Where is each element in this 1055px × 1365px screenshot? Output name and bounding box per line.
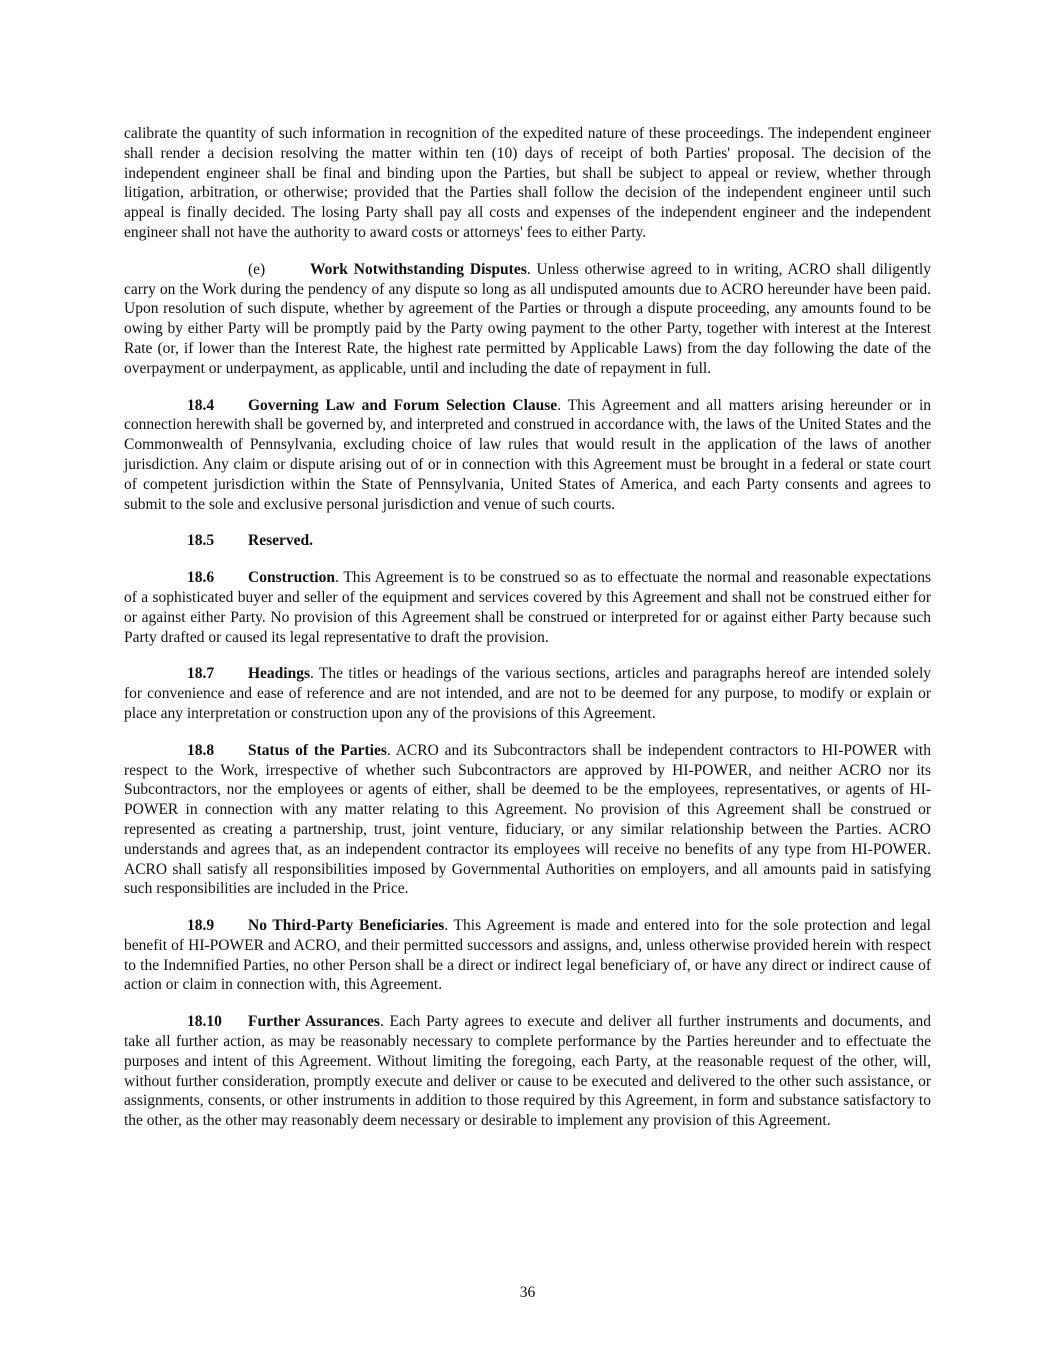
section-number: 18.8 [187,741,215,759]
section-18-5 [124,531,931,551]
section-18-4 [124,396,931,515]
section-18-9 [124,916,931,995]
subsection-e-heading: Work Notwithstanding Disputes [310,260,527,278]
section-number: 18.9 [187,917,215,935]
subsection-e-body: . Unless otherwise agreed to in writing, ACRO shall diligently carry on the Work during the pendency of any dispute so long as all undisputed amounts due to ACRO hereunder have been paid. Upon resolution of such dispute, whether by agreement of the Parties or through a dispute proceeding, any amounts found to be owing by either Party will be promptly paid by the Party owing payment to the other Party, together with interest at the Interest Rate (or, if lower than the Interest Rate, the highest rate permitted by Applicable Laws) from the day following the date of the overpayment or underpayment, as applicable, until and including the date of repayment in full. [124,260,931,377]
section-number: 18.10 [187,1013,222,1031]
section-number: 18.6 [187,569,215,587]
section-body: . This Agreement and all matters arising hereunder or in connection herewith shall be governed by, and interpreted and construed in accordance with, the laws of the United States and the Commonwealth of Pennsylvania, excluding choice of law rules that would result in the application of the laws of another jurisdiction. Any claim or dispute arising out of or in connection with this Agreement must be brought in a federal or state court of competent jurisdiction within the State of Pennsylvania, United States of America, and each Party consents and agrees to submit to the sole and exclusive personal jurisdiction and venue of such courts. [124,396,932,513]
section-heading: No Third-Party Beneficiaries [248,917,445,935]
section-number: 18.7 [187,665,215,683]
section-number: 18.5 [187,532,215,550]
section-body: . This Agreement is to be construed so as to effectuate the normal and reasonable expectations of a sophisticated buyer and seller of the equipment and services covered by this Agreement and shall not be construed either for or against either Party. No provision of this Agreement shall be construed or interpreted for or against either Party because such Party drafted or caused its legal representative to draft the provision. [124,569,931,646]
document-page [124,124,931,1148]
subsection-e [124,260,931,379]
page-number: 36 [519,1284,536,1301]
section-heading: Reserved. [248,532,313,550]
section-18-8 [124,741,931,899]
section-heading: Status of the Parties [248,741,387,759]
continuation-paragraph: calibrate the quantity of such information in recognition of the expedited nature of these proceedings. The independent engineer shall render a decision resolving the matter within ten (10) days of receipt of both Parties' proposal. The decision of the independent engineer shall be final and binding upon the Parties, but shall be subject to appeal or review, whether through litigation, arbitration, or otherwise; provided that the Parties shall follow the decision of the independent engineer until such appeal is finally decided. The losing Party shall pay all costs and expenses of the independent engineer and the independent engineer shall not have the authority to award costs or attorneys' fees to either Party. [124,125,931,241]
section-18-7 [124,664,931,723]
section-heading: Further Assurances [248,1013,380,1031]
section-18-10 [124,1012,931,1131]
section-body: . Each Party agrees to execute and deliver all further instruments and documents, and take all further action, as may be reasonably necessary to complete performance by the Parties hereunder and to effectuate the purposes and intent of this Agreement. Without limiting the foregoing, each Party, at the reasonable request of the other, will, without further consideration, promptly execute and deliver or cause to be executed and delivered to the other such assistance, or assignments, consents, or other instruments in addition to those required by this Agreement, in form and substance satisfactory to the other, as the other may reasonably deem necessary or desirable to implement any provision of this Agreement. [124,1013,931,1130]
section-18-6 [124,568,931,647]
section-heading: Governing Law and Forum Selection Clause [248,396,558,414]
section-body: . ACRO and its Subcontractors shall be independent contractors to HI-POWER with respect to the Work, irrespective of whether such Subcontractors are approved by HI-POWER, and neither ACRO nor its Subcontractors, nor the employees or agents of either, shall be deemed to be the employees, representatives, or agents of HI-POWER in connection with any matter relating to this Agreement. No provision of this Agreement shall be construed or represented as creating a partnership, trust, joint venture, fiduciary, or any similar relationship between the Parties. ACRO understands and agrees that, as an independent contractor its employees will receive no benefits of any type from HI-POWER. ACRO shall satisfy all responsibilities imposed by Governmental Authorities on employers, and all amounts paid in satisfying such responsibilities are included in the Price. [124,741,931,898]
subsection-e-number: (e) [248,260,266,278]
section-number: 18.4 [187,396,215,414]
section-heading: Headings [248,665,311,683]
section-heading: Construction [248,569,335,587]
section-body: . The titles or headings of the various sections, articles and paragraphs hereof are intended solely for convenience and ease of reference and are not intended, and are not to be deemed for any purpose, to modify or explain or place any interpretation or construction upon any of the provisions of this Agreement. [124,665,931,722]
section-body: . This Agreement is made and entered into for the sole protection and legal benefit of HI-POWER and ACRO, and their permitted successors and assigns, and, unless otherwise provided herein with respect to the Indemnified Parties, no other Person shall be a direct or indirect legal beneficiary of, or have any direct or indirect cause of action or claim in connection with, this Agreement. [124,917,931,994]
